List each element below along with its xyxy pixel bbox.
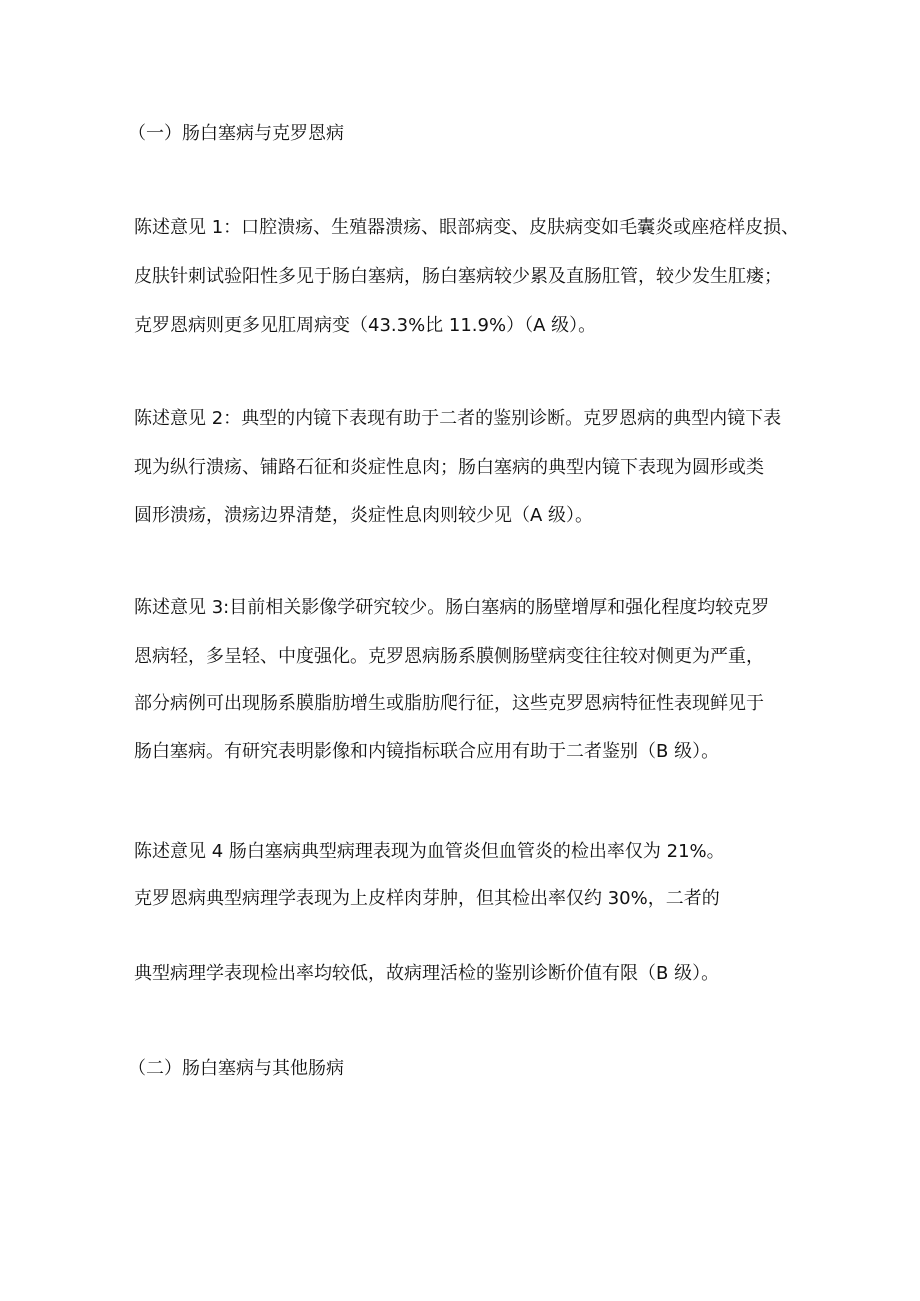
opinion4-line2: 克罗恩病典型病理学表现为上皮样肉芽肿，但其检出率仅约 30%，二者的 bbox=[134, 888, 720, 909]
opinion4-line3: 典型病理学表现检出率均较低，故病理活检的鉴别诊断价值有限（B 级）。 bbox=[134, 963, 720, 984]
opinion3-line4: 肠白塞病。有研究表明影像和内镜指标联合应用有助于二者鉴别（B 级）。 bbox=[134, 741, 720, 762]
opinion1-line2: 皮肤针刺试验阳性多见于肠白塞病，肠白塞病较少累及直肠肛管，较少发生肛瘘； bbox=[134, 266, 782, 287]
section1-heading: （一）肠白塞病与克罗恩病 bbox=[128, 123, 344, 144]
opinion1-line3: 克罗恩病则更多见肛周病变（43.3%比 11.9%）（A 级）。 bbox=[134, 315, 597, 336]
opinion4-line1: 陈述意见 4 肠白塞病典型病理表现为血管炎但血管炎的检出率仅为 21%。 bbox=[134, 841, 725, 862]
opinion1-line1: 陈述意见 1：口腔溃疡、生殖器溃疡、眼部病变、皮肤病变如毛囊炎或座疮样皮损、 bbox=[134, 217, 800, 238]
section2-heading: （二）肠白塞病与其他肠病 bbox=[128, 1058, 344, 1079]
opinion2-line2: 现为纵行溃疡、铺路石征和炎症性息肉；肠白塞病的典型内镜下表现为圆形或类 bbox=[134, 457, 764, 478]
opinion2-line1: 陈述意见 2：典型的内镜下表现有助于二者的鉴别诊断。克罗恩病的典型内镜下表 bbox=[134, 408, 782, 429]
opinion3-line3: 部分病例可出现肠系膜脂肪增生或脂肪爬行征，这些克罗恩病特征性表现鲜见于 bbox=[134, 693, 764, 714]
opinion3-line1: 陈述意见 3:目前相关影像学研究较少。肠白塞病的肠壁增厚和强化程度均较克罗 bbox=[134, 597, 770, 618]
opinion2-line3: 圆形溃疡，溃疡边界清楚，炎症性息肉则较少见（A 级）。 bbox=[134, 505, 594, 526]
opinion3-line2: 恩病轻，多呈轻、中度强化。克罗恩病肠系膜侧肠壁病变往往较对侧更为严重， bbox=[134, 646, 764, 667]
